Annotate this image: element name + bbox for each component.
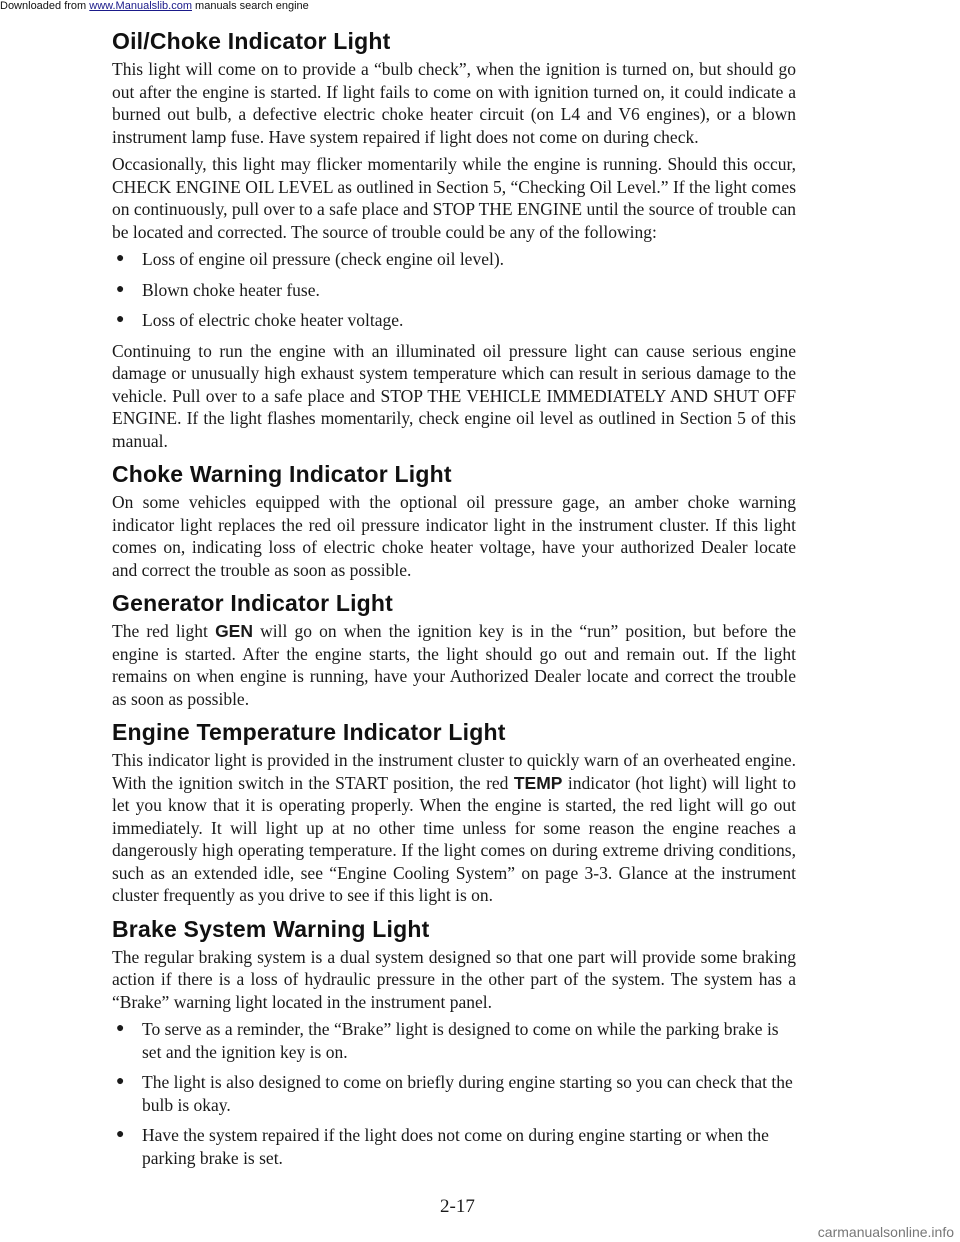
list-item: ● Loss of engine oil pressure (check engine oil level). (116, 249, 505, 269)
paragraph: This light will come on to provide a “bulb check”, when the ignition is turned on, but should go out after the engine is started. If light fails to come on with ignition turned on, it could indicate a burned out bulb, a defective electric choke heater circuit (on L4 and V6 engines), or a blown instrument lamp fuse. Have system repaired if light does not come on during check. (112, 59, 796, 147)
paragraph: On some vehicles equipped with the optional oil pressure gage, an amber choke warning indicator light replaces the red oil pressure indicator light in the instrument cluster. If this light comes on, indicating loss of electric choke heater voltage, have your authorized Dealer locate and correct the trouble as soon as possible. (112, 492, 796, 580)
manualslib-link[interactable]: www.Manualslib.com (89, 0, 192, 12)
section-title: Choke Warning Indicator Light (112, 461, 452, 487)
paragraph: The regular braking system is a dual system designed so that one part will provide some braking action if there is a loss of hydraulic pressure in the other part of the system. The system has a “Brake” warning light located in the instrument panel. (112, 946, 796, 1012)
gen-label: GEN (215, 621, 253, 641)
paragraph: Occasionally, this light may flicker momentarily while the engine is running. Should this occur, CHECK ENGINE OIL LEVEL as outlined in Section 5, “Checking Oil Level.” If the light comes on continuously, pull over to a safe place and STOP THE ENGINE until the source of trouble can be located and corrected. The source of trouble could be any of the following: (112, 154, 796, 242)
download-notice: Downloaded from www.Manualslib.com manuals search engine (0, 0, 309, 12)
page-content (112, 28, 796, 1178)
paragraph: This indicator light is provided in the instrument cluster to quickly warn of an overheated engine. With the ignition switch in the START position, the red TEMP indicator (hot light) will light to let you know that it is operating properly. When the engine is started, the red light will go out immediately. It will light up at no other time unless for some reason the engine reaches a dangerously high operating temperature. If the light comes on during extreme driving conditions, such as an extended idle, see “Engine Cooling System” on page 3-3. Glance at the instrument cluster frequently as you drive to see if this light is on. (112, 750, 796, 905)
section-title: Oil/Choke Indicator Light (112, 28, 391, 54)
list-item: ● To serve as a reminder, the “Brake” light is designed to come on while the parking brake is set and the ignition key is on. (116, 1019, 779, 1062)
watermark: carmanualsonline.info (817, 1224, 954, 1240)
section-generator (112, 590, 796, 710)
section-title: Generator Indicator Light (112, 590, 394, 616)
paragraph: The red light GEN will go on when the ignition key is in the “run” position, but before the engine is started. After the engine starts, the light should go out and remain out. If the light remains on when engine is running, have your Authorized Dealer locate and correct the trouble as soon as possible. (112, 621, 796, 709)
bullet-list (112, 1018, 796, 1169)
list-item: ● Loss of electric choke heater voltage. (116, 310, 404, 330)
list-item: ● Have the system repaired if the light does not come on during engine starting or when the parking brake is set. (116, 1125, 769, 1168)
paragraph: Continuing to run the engine with an illuminated oil pressure light can cause serious engine damage or unusually high exhaust system temperature which can result in serious damage to the vehicle. Pull over to a safe place and STOP THE VEHICLE IMMEDIATELY AND SHUT OFF ENGINE. If the light flashes momentarily, check engine oil level as outlined in Section 5 of this manual. (112, 340, 796, 451)
bullet-list (112, 248, 796, 332)
list-item: ● Blown choke heater fuse. (116, 279, 320, 300)
section-title: Brake System Warning Light (112, 915, 430, 942)
temp-label: TEMP (513, 772, 563, 793)
section-choke-warning (112, 461, 796, 581)
section-brake-system (112, 916, 796, 1170)
page-number: 2-17 (440, 1196, 475, 1217)
section-engine-temperature (112, 719, 796, 907)
section-oil-choke (112, 28, 796, 452)
list-item: ● The light is also designed to come on briefly during engine starting so you can check that the bulb is okay. (116, 1072, 793, 1115)
section-title: Engine Temperature Indicator Light (112, 719, 506, 745)
